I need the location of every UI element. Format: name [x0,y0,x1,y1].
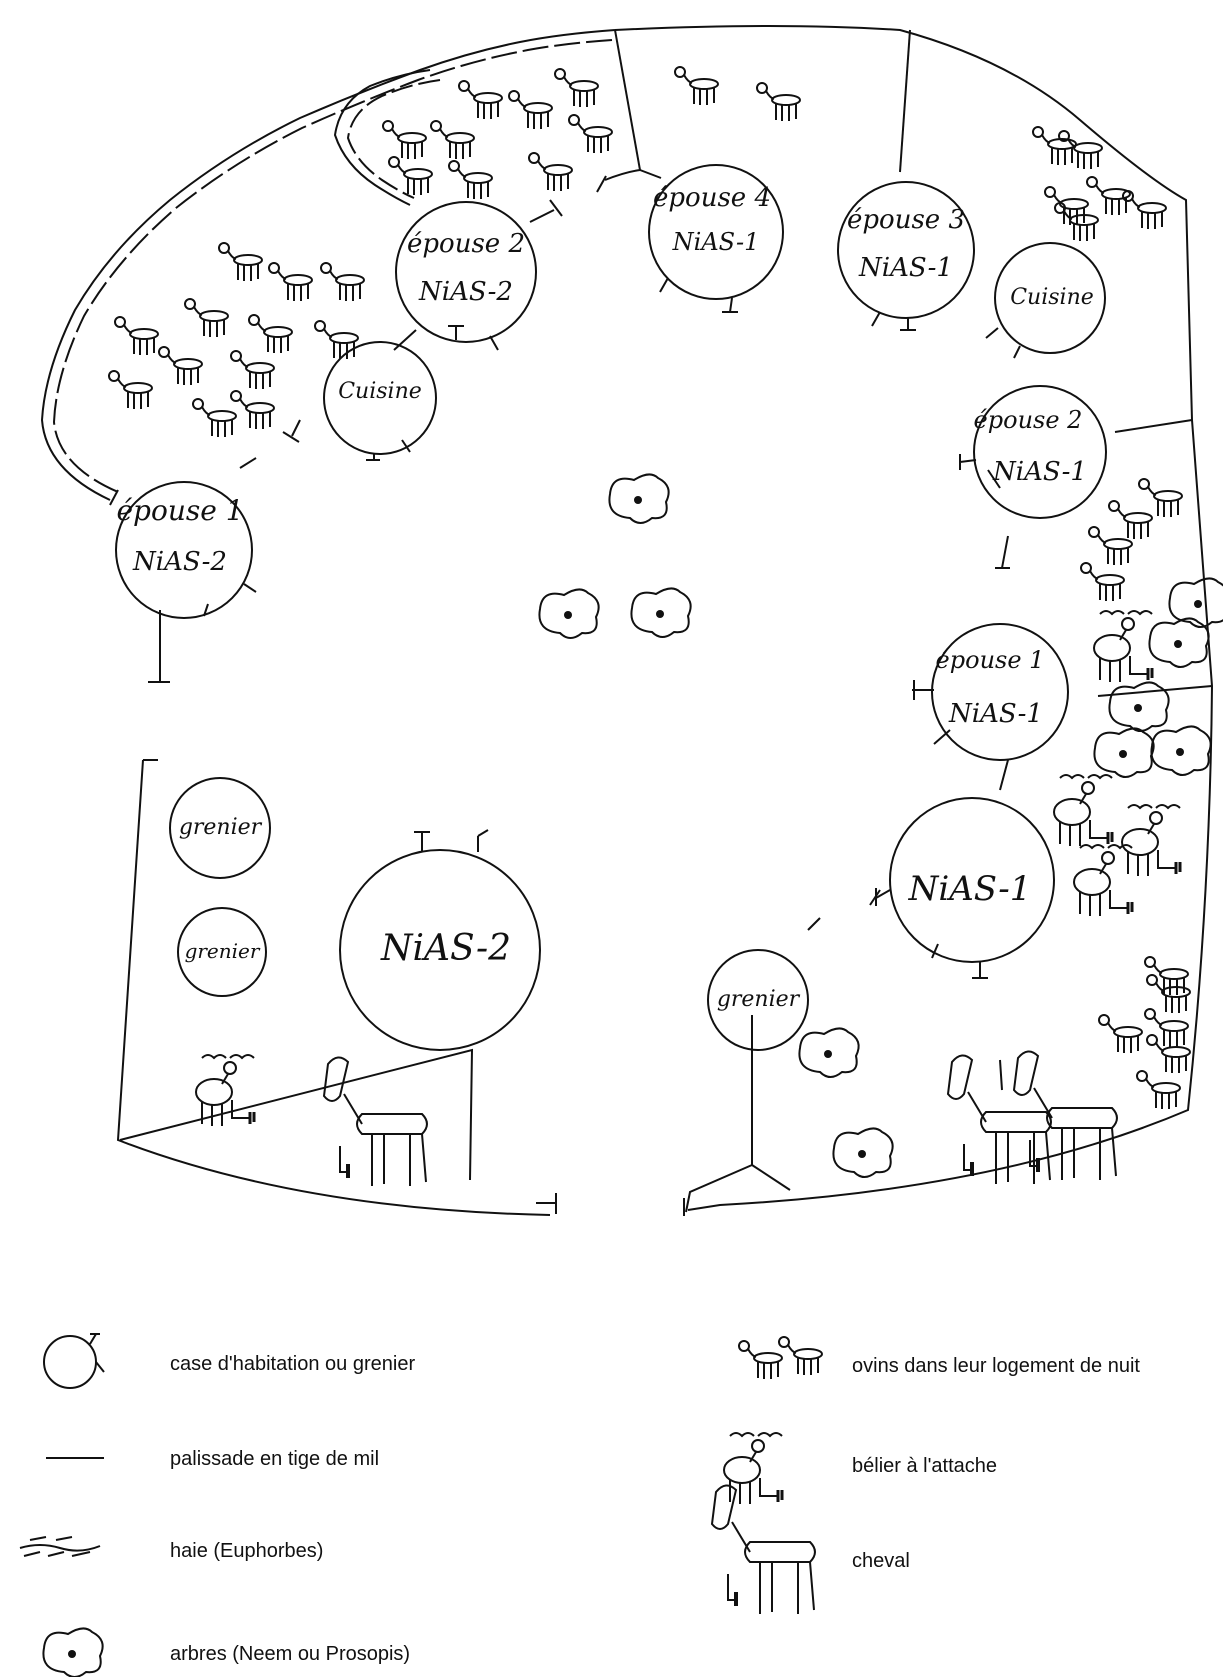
hut-grenier-a [170,778,270,878]
sheep-icon [109,371,152,409]
sheep-icon [315,321,358,359]
hut-label: NiAS-1 [672,228,760,256]
sheep-icon [231,391,274,429]
hut-epouse2-right [960,386,1106,518]
sheep-icon [159,347,202,385]
sheep-icon [1033,127,1076,165]
hut-label: épouse 1 [935,646,1045,674]
hut-label: grenier [716,987,800,1012]
sheep-icon [1145,1009,1188,1047]
hut-label: épouse 2 [973,406,1083,434]
sheep-icon [1109,501,1152,539]
hedge-outer [42,30,615,500]
tree-icon [799,1028,858,1077]
sheep-icon [1139,479,1182,517]
horse-icon [1014,1051,1117,1180]
ram-icon [1054,775,1112,846]
legend-item-horse [712,1485,910,1614]
legend-item-hut [44,1334,415,1388]
legend-item-tree [43,1628,410,1677]
trees [539,474,1223,1177]
legend-label: haie (Euphorbes) [170,1540,324,1562]
sheep-icon [459,81,502,119]
hut-label: NiAS-2 [380,928,512,969]
legend-label: ovins dans leur logement de nuit [852,1355,1140,1377]
sheep-icon [1045,187,1088,225]
hut-cuisine-left [324,342,436,460]
horse-icon [324,1057,427,1186]
hut-label: NiAS-2 [419,277,513,307]
sheep-icon [321,263,364,301]
legend-item-hedge [20,1537,323,1562]
hut-cuisine-right [986,243,1105,358]
tree-icon [1151,726,1210,775]
hut-label: épouse 3 [847,205,965,235]
legend-label: cheval [852,1550,910,1572]
sheep-icon [757,83,800,121]
hut-epouse1-right [912,624,1068,760]
horse-icon [712,1485,815,1614]
legend-label: case d'habitation ou grenier [170,1353,416,1375]
hut-epouse2-left [396,202,536,350]
hut-label: épouse 4 [653,183,771,213]
hut-epouse4 [649,165,783,312]
sheep-icon [1089,527,1132,565]
hut-grenier-c [708,918,820,1050]
tree-icon [1149,618,1208,667]
tree-icon [609,474,668,523]
hut-label: NiAS-1 [993,457,1087,487]
sheep-icon [219,243,262,281]
hut-grenier-b [178,908,266,996]
sheep-icon [555,69,598,107]
sheep-group-right-middle [1081,479,1182,601]
tree-icon [539,589,598,638]
legend-item-sheep [739,1337,1140,1379]
sheep-group-right-lower [1099,957,1190,1109]
sheep-icon [449,161,492,199]
sheep-icon [383,121,426,159]
hut-label: grenier [178,815,262,840]
sheep-icon [529,153,572,191]
legend-label: palissade en tige de mil [170,1448,380,1470]
ram-icon [1094,611,1152,682]
legend [20,1334,1140,1677]
legend-label: bélier à l'attache [852,1455,998,1477]
hut-label: épouse 2 [407,229,525,259]
hut-icon [44,1334,104,1388]
sheep-icon [675,67,718,105]
sheep-icon [269,263,312,301]
hut-nias2-main [340,830,540,1050]
ram-icon [724,1433,782,1504]
hut-label: grenier [184,939,260,963]
sheep-icon [249,315,292,353]
tree-icon [43,1628,102,1677]
sheep-icon [1081,563,1124,601]
hut-label: NiAS-1 [908,869,1032,909]
tree-icon [1094,728,1153,777]
hut-epouse3 [838,182,974,330]
sheep-icon [779,1337,822,1375]
hedge-icon [20,1537,100,1556]
rams [196,611,1180,1126]
sheep-icon [509,91,552,129]
ram-icon [196,1055,254,1126]
ram-icon [1122,805,1180,876]
tree-icon [631,588,690,637]
hut-label: NiAS-1 [949,699,1043,729]
hut-nias1-main [876,798,1054,978]
sheep-icon [193,399,236,437]
sheep-group-top-left [383,69,612,199]
horses [324,1051,1117,1186]
legend-label: arbres (Neem ou Prosopis) [170,1643,411,1665]
sheep-icon [1099,1015,1142,1053]
sheep-icon [1137,1071,1180,1109]
sheep-icon [431,121,474,159]
sheep-icon [739,1341,782,1379]
sheep-icon [569,115,612,153]
legend-item-ram [724,1433,997,1504]
hut-label: NiAS-2 [133,547,227,577]
sheep-group-top-middle [675,67,800,121]
sheep-icon [185,299,228,337]
hut-label: épouse 1 [116,494,244,527]
tree-icon [833,1128,892,1177]
hut-epouse1-left [110,482,256,618]
hut-label: Cuisine [1010,285,1094,310]
legend-item-fence [46,1448,379,1470]
ram-icon [1074,845,1132,916]
sheep-group-top-right [1033,127,1166,241]
sheep-icon [231,351,274,389]
sheep-icon [115,317,158,355]
hut-label: Cuisine [338,379,422,404]
hut-label: NiAS-1 [859,253,953,283]
horse-icon [948,1055,1051,1184]
